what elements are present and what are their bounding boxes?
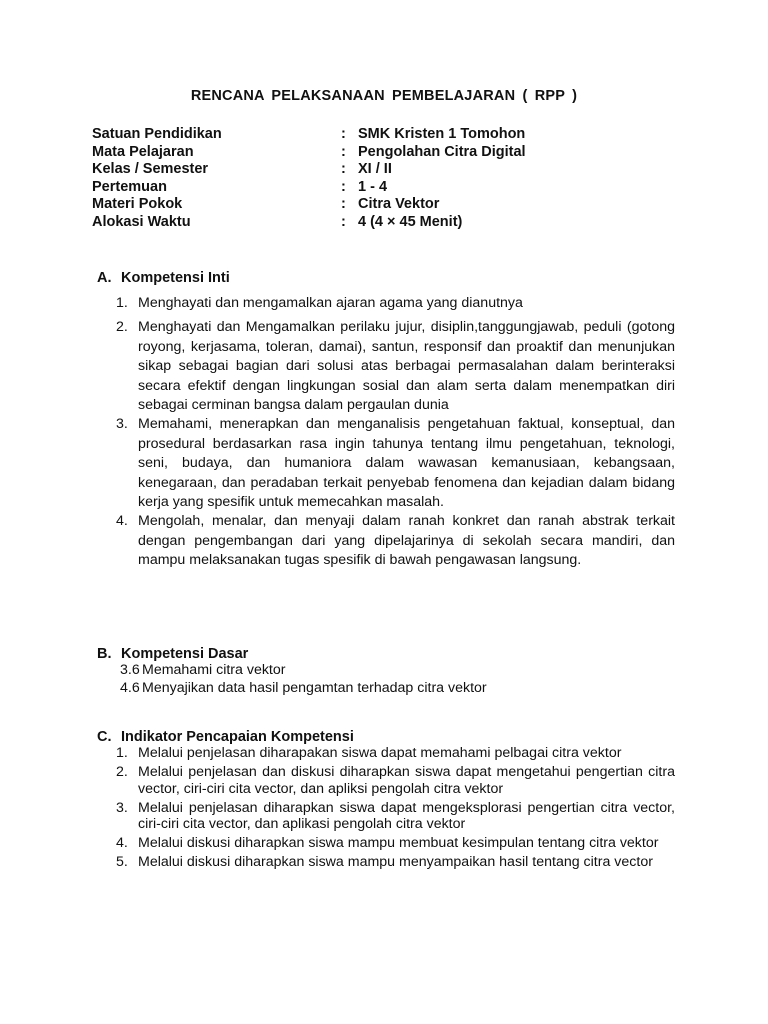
info-colon: : xyxy=(341,143,346,160)
item-number: 3. xyxy=(116,799,128,816)
kompetensi-inti-list xyxy=(116,294,675,571)
section-heading-kompetensi-dasar xyxy=(97,646,248,662)
info-colon: : xyxy=(341,196,346,212)
list-item xyxy=(116,318,675,415)
item-number: 1. xyxy=(116,295,128,311)
list-item xyxy=(116,854,675,871)
section-title: Kompetensi Dasar xyxy=(121,646,249,662)
item-text: Melalui diskusi diharapkan siswa mampu membuat kesimpulan tentang citra vektor xyxy=(138,835,659,852)
list-item xyxy=(116,415,675,512)
list-item xyxy=(116,800,675,833)
info-label: Satuan Pendidikan xyxy=(92,126,222,142)
list-item xyxy=(116,835,675,852)
indikator-list xyxy=(116,745,675,873)
info-label: Mata Pelajaran xyxy=(92,143,194,160)
item-text: Menghayati dan Mengamalkan perilaku jujur, disiplin,tanggungjawab, peduli (gotong royong, kerjasama, toleran, damai), santun, responsif dan proaktif dan menunjukan sikap sebagai bagian dari solusi atas berbagai permasalahan dalam berinteraksi secara efektif dengan lingkungan sosial dan alam serta dalam menempatkan diri sebagai cerminan bangsa dalam pergaulan dunia xyxy=(138,319,675,414)
document-title: RENCANA PELAKSANAAN PEMBELAJARAN ( RPP ) xyxy=(190,88,578,104)
info-colon: : xyxy=(341,161,346,177)
section-heading-kompetensi-inti xyxy=(97,270,230,286)
item-text: Memahami citra vektor xyxy=(142,662,286,678)
item-number: 2. xyxy=(116,764,128,780)
list-item xyxy=(120,662,487,680)
info-colon: : xyxy=(341,178,346,195)
section-letter: A. xyxy=(97,270,112,286)
section-title: Indikator Pencapaian Kompetensi xyxy=(121,729,354,745)
info-value: SMK Kristen 1 Tomohon xyxy=(358,126,526,142)
item-number: 1. xyxy=(116,745,128,761)
info-label: Kelas / Semester xyxy=(92,161,209,177)
section-heading-indikator xyxy=(97,729,354,745)
section-letter: B. xyxy=(97,646,112,662)
item-text: Menyajikan data hasil pengamtan terhadap citra vektor xyxy=(142,679,487,696)
info-colon: : xyxy=(341,126,346,142)
info-label: Materi Pokok xyxy=(92,196,183,212)
item-number: 5. xyxy=(116,854,128,871)
item-text: Memahami, menerapkan dan menganalisis pengetahuan faktual, konseptual, dan prosedural berdasarkan rasa ingin tahunya tentang ilmu pengetahuan, teknologi, seni, budaya, dan humaniora dalam wawasan kemanusiaan, kebangsaan, kenegaraan, dan peradaban terkait penyebab fenomena dan kejadian dalam bidang kerja yang spesifik untuk memecahkan masalah. xyxy=(138,416,675,511)
section-letter: C. xyxy=(97,729,112,745)
info-value: 1 - 4 xyxy=(358,178,388,195)
item-number: 2. xyxy=(116,319,128,336)
info-value: 4 (4 × 45 Menit) xyxy=(358,213,463,230)
info-value: Pengolahan Citra Digital xyxy=(358,143,526,160)
list-item xyxy=(116,764,675,797)
item-number: 4. xyxy=(116,835,128,852)
item-number: 4. xyxy=(116,513,128,530)
item-text: Melalui penjelasan diharapkan siswa dapat mengeksplorasi pengertian citra vector, ciri-ciri cita vector, dan aplikasi pengolah citra vektor xyxy=(138,799,675,833)
item-text: Melalui penjelasan diharapakan siswa dapat memahami pelbagai citra vektor xyxy=(138,745,622,761)
list-item xyxy=(120,680,487,698)
info-colon: : xyxy=(341,213,346,230)
kompetensi-dasar-list xyxy=(120,662,487,697)
info-value: Citra Vektor xyxy=(358,196,440,212)
list-item xyxy=(116,745,675,762)
item-number: 3.6 xyxy=(120,662,140,678)
section-title: Kompetensi Inti xyxy=(121,270,230,286)
item-number: 4.6 xyxy=(120,679,140,696)
list-item xyxy=(116,294,675,313)
item-text: Melalui diskusi diharapkan siswa mampu menyampaikan hasil tentang citra vector xyxy=(138,854,653,871)
item-number: 3. xyxy=(116,416,128,433)
info-value: XI / II xyxy=(358,161,392,177)
info-label: Alokasi Waktu xyxy=(92,213,191,230)
list-item xyxy=(116,512,675,570)
item-text: Melalui penjelasan dan diskusi diharapkan siswa dapat mengetahui pengertian citra vector, ciri-ciri cita vector, dan apliksi pengolah citra vektor xyxy=(138,764,675,797)
info-label: Pertemuan xyxy=(92,178,167,195)
item-text: Menghayati dan mengamalkan ajaran agama yang dianutnya xyxy=(138,295,523,311)
item-text: Mengolah, menalar, dan menyaji dalam ranah konkret dan ranah abstrak terkait dengan pengembangan dari yang dipelajarinya di sekolah secara mandiri, dan mampu melaksanakan tugas spesifik di bawah pengawasan langsung. xyxy=(138,513,675,569)
